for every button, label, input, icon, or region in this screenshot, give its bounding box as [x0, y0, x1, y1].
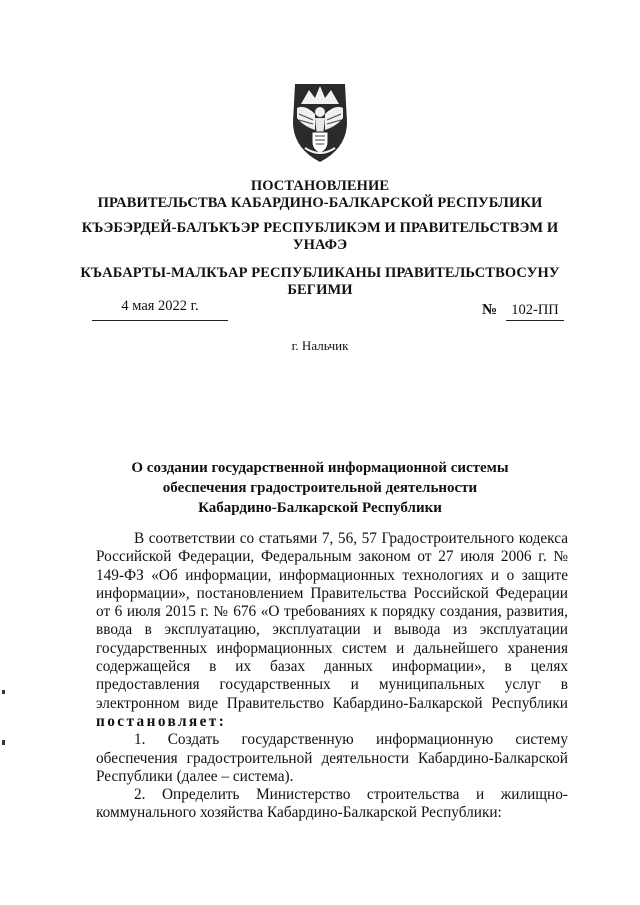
header-balkar-block: [60, 265, 580, 299]
document-header-block: [60, 178, 580, 212]
item-2-paragraph: 2. Определить Министерство строительства и жилищно-коммунального хозяйства Кабардино-Балкарской Республики:: [96, 786, 568, 822]
title-line-3: Кабардино-Балкарской Республики: [198, 500, 442, 516]
document-body: [96, 530, 568, 823]
document-number: 102-ПП: [506, 302, 564, 321]
title-line-2: обеспечения градостроительной деятельности: [162, 480, 478, 496]
issuer-kabardian-line1: КЪЭБЭРДЕЙ-БАЛЪКЪЭР РЕСПУБЛИКЭМ И ПРАВИТЕЛЬСТВЭМ И: [81, 220, 559, 236]
scan-margin-mark: [2, 740, 5, 745]
issuer-kabardian-line2: УНАФЭ: [292, 237, 348, 253]
decree-word: постановляет:: [96, 712, 227, 730]
title-line-1: О создании государственной информационной системы: [131, 460, 509, 476]
resolution-title: [100, 458, 540, 518]
issuer-balkar-line2: БЕГИМИ: [287, 282, 353, 298]
document-date: 4 мая 2022 г.: [121, 298, 199, 314]
item-1-paragraph: 1. Создать государственную информационную систему обеспечения градостроительной деятельности Кабардино-Балкарской Республики (далее – система).: [96, 731, 568, 785]
scan-margin-mark: [2, 690, 5, 694]
date-field: [92, 296, 228, 321]
doc-type-title: ПОСТАНОВЛЕНИЕ: [250, 178, 390, 194]
city-label: г. Нальчик: [291, 338, 349, 353]
issuer-russian: ПРАВИТЕЛЬСТВА КАБАРДИНО-БАЛКАРСКОЙ РЕСПУБЛИКИ: [97, 195, 543, 211]
coat-of-arms-icon: [287, 74, 353, 164]
preamble-text: В соответствии со статьями 7, 56, 57 Градостроительного кодекса Российской Федерации, Федеральным законом от 27 июля 2006 г. № 149-ФЗ «Об информации, информационных технологиях и о защите информации», постановлением Правительства Российской Федерации от 6 июля 2015 г. № 676 «О требованиях к порядку создания, развития, ввода в эксплуатацию, эксплуатации и вывода из эксплуатации государственных информационных систем и дальнейшего хранения содержащейся в их базах данных информации», в целях предоставления государственных и муниципальных услуг в электронном виде Правительство Кабардино-Балкарской Республики: [96, 530, 568, 712]
header-kabardian-block: [60, 220, 580, 254]
preamble-paragraph: [96, 530, 568, 731]
number-sign: №: [482, 302, 498, 318]
issuer-balkar-line1: КЪАБАРТЫ-МАЛКЪАР РЕСПУБЛИКАНЫ ПРАВИТЕЛЬСТВОСУНУ: [80, 265, 560, 281]
document-number-field: [482, 302, 564, 322]
